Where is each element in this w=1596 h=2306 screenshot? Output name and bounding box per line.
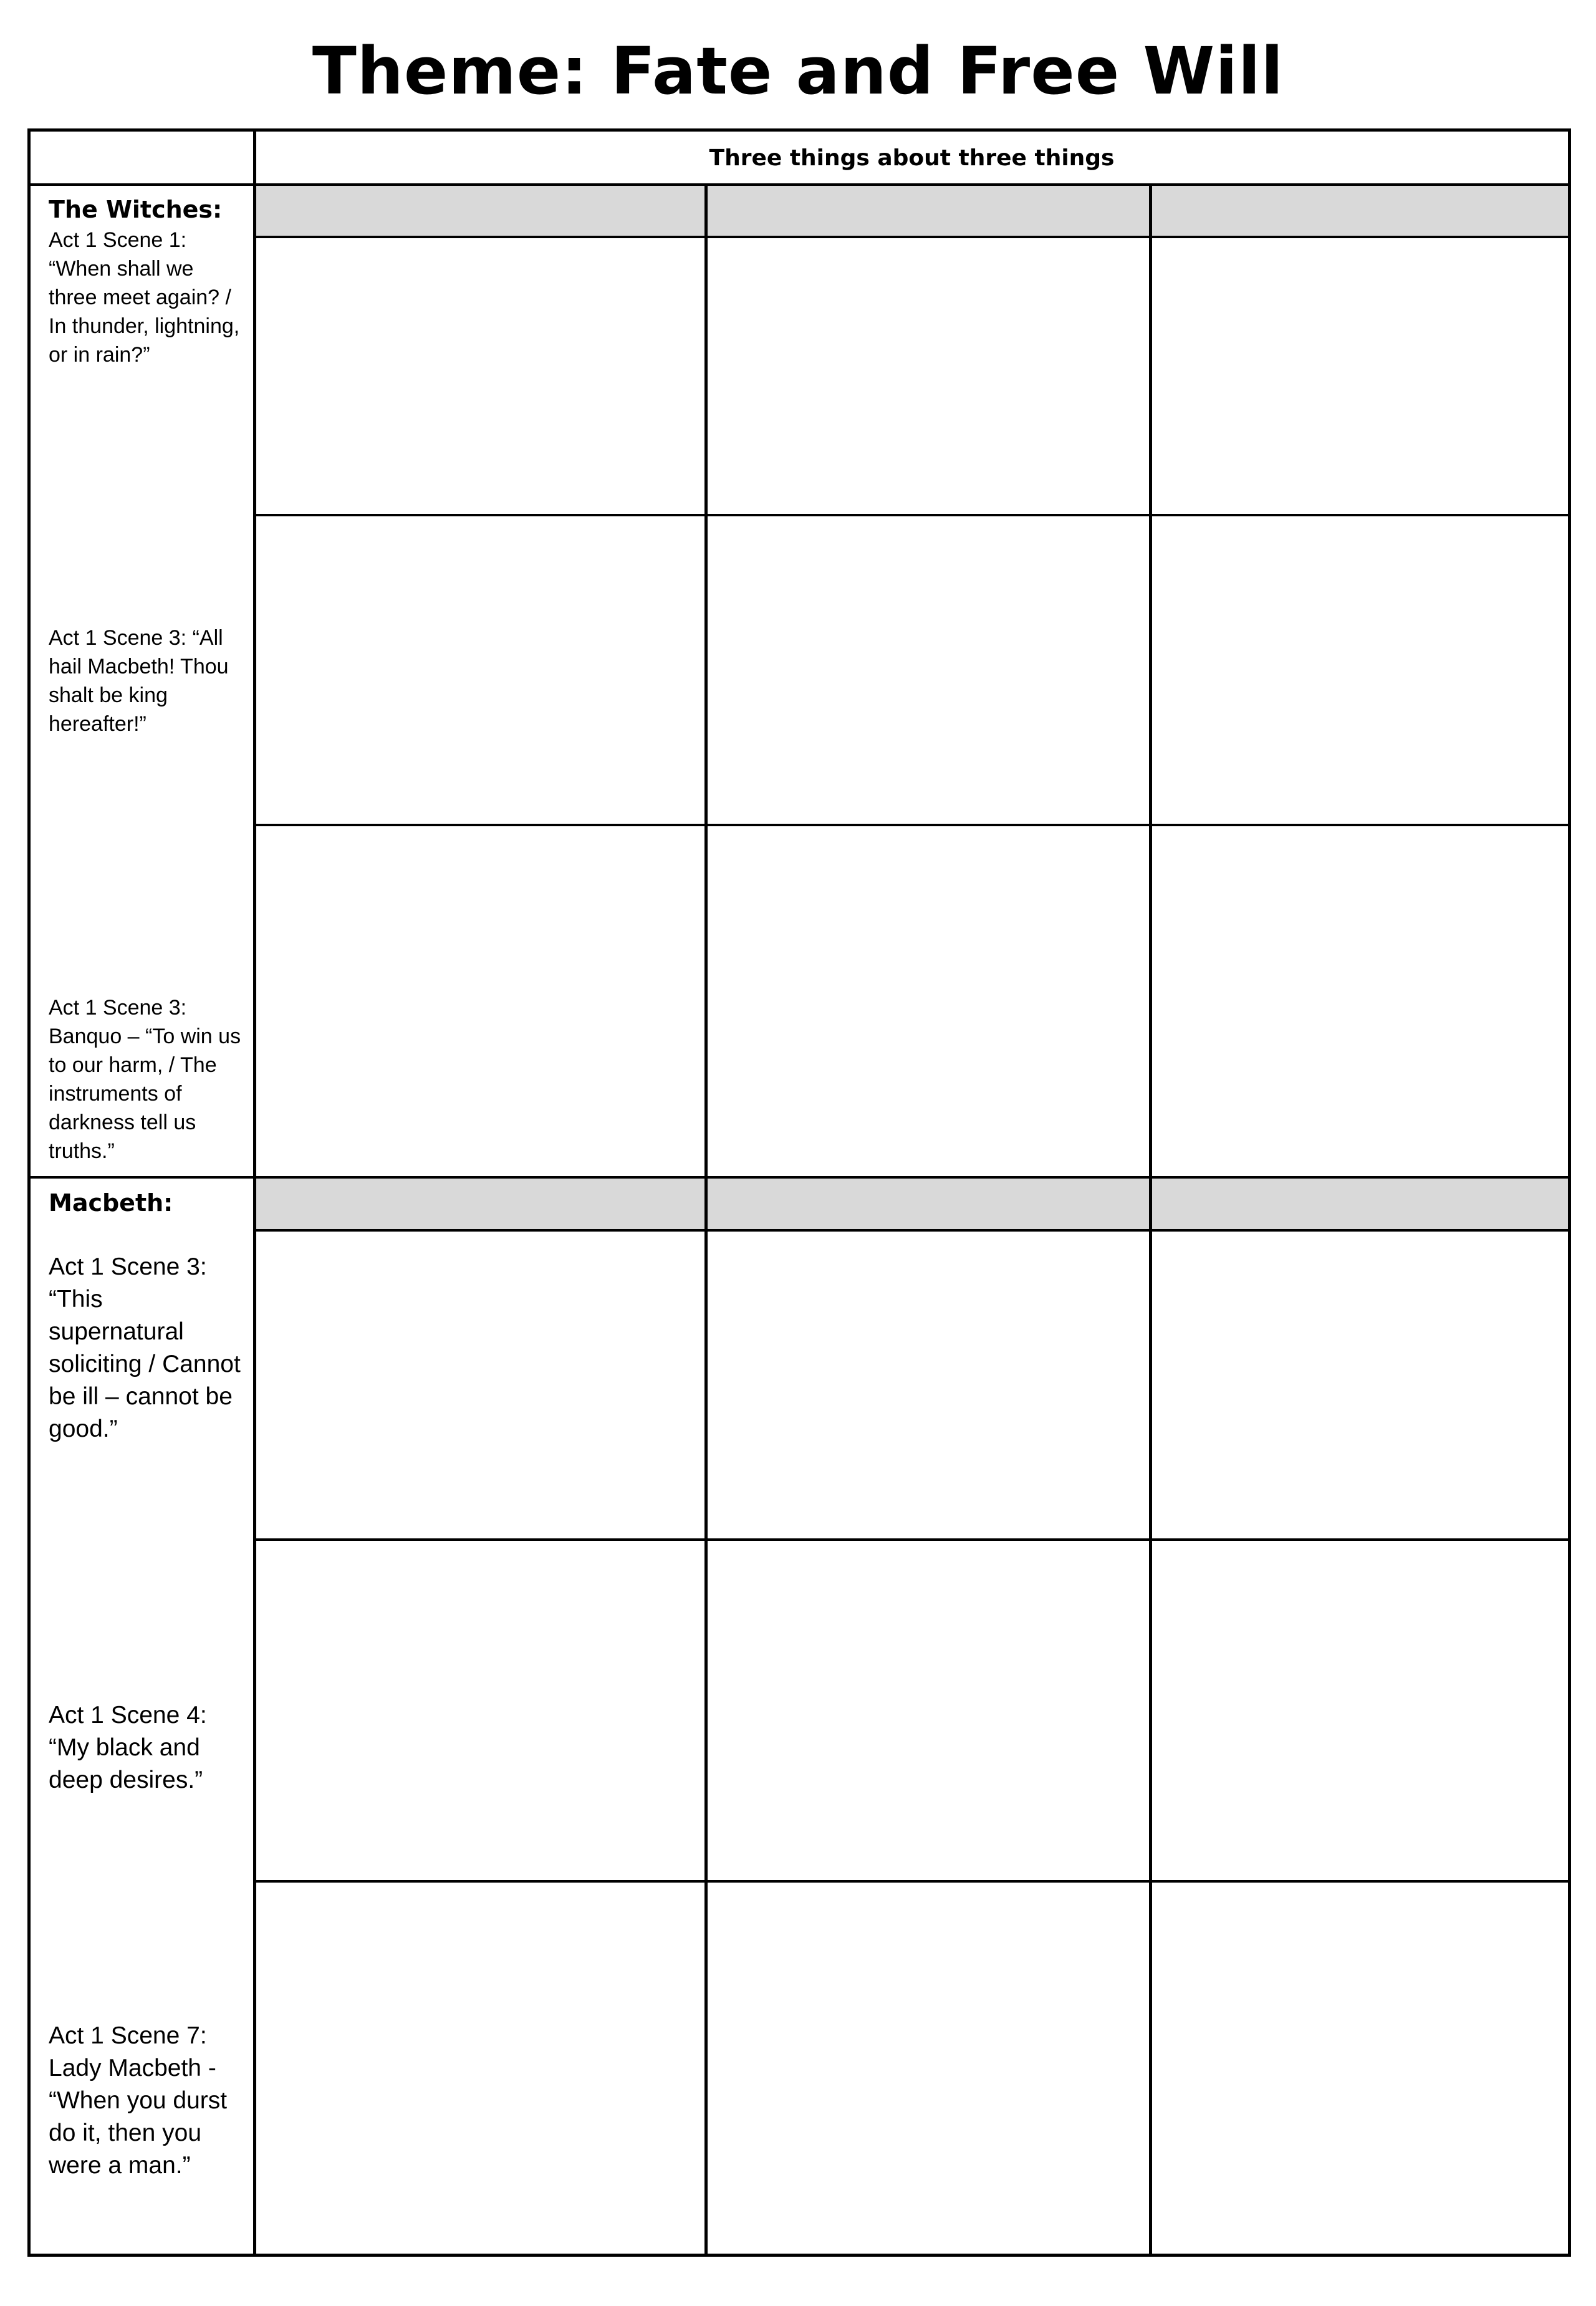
- answer-cell[interactable]: [708, 1883, 1149, 2254]
- witches-quote-1: Act 1 Scene 1: “When shall we three meet again? / In thunder, lightning, or in rain?”: [49, 228, 240, 367]
- answer-cell[interactable]: [1152, 516, 1568, 824]
- witches-quote-3: Act 1 Scene 3: Banquo – “To win us to our harm, / The instruments of darkness tell us truths.”: [49, 996, 241, 1163]
- witches-heading: The Witches:: [49, 196, 223, 223]
- answer-cell[interactable]: [708, 826, 1149, 1176]
- answer-cell[interactable]: [256, 1541, 704, 1880]
- macbeth-heading: Macbeth:: [49, 1189, 173, 1217]
- table-border-bottom: [27, 2254, 1571, 2257]
- answer-cell[interactable]: [256, 1232, 704, 1538]
- answer-cell[interactable]: [1152, 1232, 1568, 1538]
- answer-cell[interactable]: [256, 516, 704, 824]
- answer-cell[interactable]: [256, 826, 704, 1176]
- table-border-top: [27, 128, 1571, 132]
- answer-cell[interactable]: [1152, 238, 1568, 514]
- macbeth-quote-1: Act 1 Scene 3: “This supernatural soliciting / Cannot be ill – cannot be good.”: [49, 1253, 241, 1442]
- witches-shaded-row: [255, 185, 1569, 237]
- table-header: Three things about three things: [709, 145, 1115, 171]
- answer-cell[interactable]: [708, 1232, 1149, 1538]
- table-divider: [27, 183, 1571, 186]
- answer-cell[interactable]: [708, 1541, 1149, 1880]
- answer-cell[interactable]: [708, 238, 1149, 514]
- witches-quote-2: Act 1 Scene 3: “All hail Macbeth! Thou shalt be king hereafter!”: [49, 626, 229, 736]
- macbeth-quote-2: Act 1 Scene 4: “My black and deep desires.”: [49, 1702, 207, 1793]
- answer-cell[interactable]: [1152, 826, 1568, 1176]
- table-border-right: [1568, 128, 1571, 2257]
- macbeth-shaded-row: [255, 1178, 1569, 1230]
- answer-cell[interactable]: [1152, 1883, 1568, 2254]
- answer-cell[interactable]: [1152, 1541, 1568, 1880]
- table-border-left: [27, 128, 31, 2257]
- answer-cell[interactable]: [708, 516, 1149, 824]
- answer-cell[interactable]: [256, 1883, 704, 2254]
- macbeth-quote-3: Act 1 Scene 7: Lady Macbeth - “When you durst do it, then you were a man.”: [49, 2022, 228, 2179]
- page-title: Theme: Fate and Free Will: [312, 33, 1284, 109]
- table-divider: [27, 1176, 1571, 1179]
- answer-cell[interactable]: [256, 238, 704, 514]
